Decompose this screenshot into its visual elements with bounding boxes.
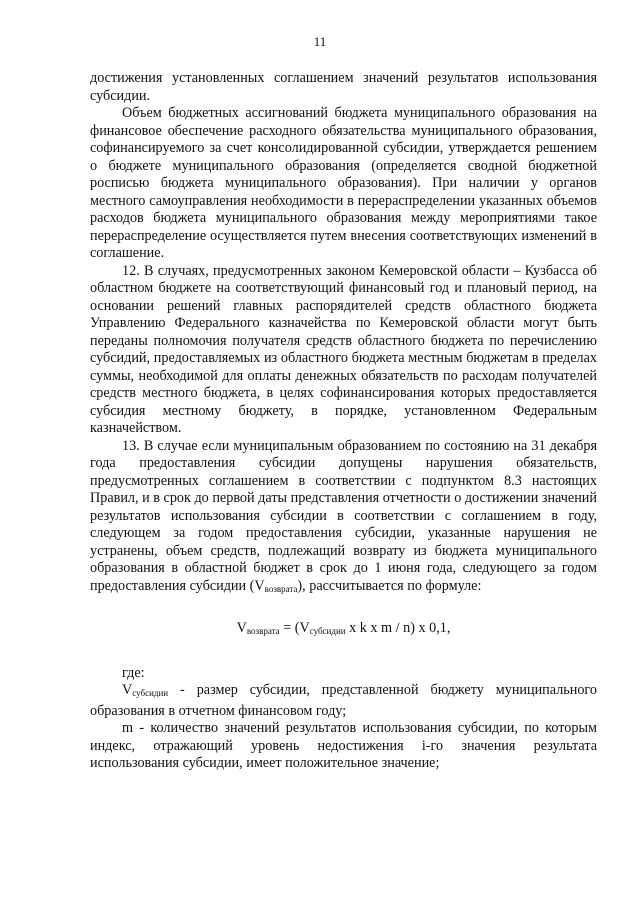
formula-inner-subscript: субсидии bbox=[309, 626, 346, 636]
formula-rest: х k х m / n) х 0,1, bbox=[345, 620, 451, 636]
definition-v-subsidy bbox=[90, 682, 597, 720]
where-label: где: bbox=[122, 664, 145, 681]
paragraph-budget-allocations: Объем бюджетных ассигнований бюджета муниципального образования на финансовое обеспечение расходного обязательства муниципального образования, софинансируемого за счет консолидированной субсидии, утверждается решением о бюджете муниципального образования (определяется сводной бюджетной росписью бюджета муниципального образования). При наличии у органов местного самоуправления необходимости в перераспределении указанных объемов расходов бюджета муниципального образования между мероприятиями такое перераспределение осуществляется путем внесения соответствующих изменений в соглашение. bbox=[90, 105, 597, 261]
paragraph-13-text: 13. В случае если муниципальным образованием по состоянию на 31 декабря года предоставления субсидии допущены нарушения обязательств, предусмотренных соглашением в соответствии с подпунктом 8.3 настоящих Правил, и в срок до первой даты представления отчетности о достижении значений результатов использования субсидии в соответствии с соглашением в году, следующем за годом предоставления субсидии, указанные нарушения не устранены, объем средств, подлежащий возврату из бюджета муниципального образования в областной бюджет в срок до 1 июня года, следующего за годом предоставления субсидии (V bbox=[90, 437, 597, 594]
paragraph-13-subscript: возврата bbox=[264, 583, 298, 594]
formula-v-subscript: возврата bbox=[246, 626, 280, 636]
paragraph-13 bbox=[90, 438, 597, 599]
page-number: 11 bbox=[313, 34, 327, 49]
document-body bbox=[90, 70, 597, 773]
definition-v-text: - размер субсидии, представленной бюджету муниципального образования в отчетном финансовом году; bbox=[90, 682, 597, 719]
paragraph-13-tail: ), рассчитывается по формуле: bbox=[297, 577, 482, 594]
formula-equals: = (V bbox=[279, 620, 310, 636]
paragraph-continuation: достижения установленных соглашением значений результатов использования субсидии. bbox=[90, 70, 597, 104]
formula-v: V bbox=[236, 620, 247, 636]
definition-v-subscript: субсидии bbox=[132, 688, 169, 698]
definition-m: m - количество значений результатов использования субсидии, по которым индекс, отражающий уровень недостижения i-го значения результата использования субсидии, имеет положительное значение; bbox=[90, 720, 597, 771]
paragraph-12: 12. В случаях, предусмотренных законом Кемеровской области – Кузбасса об областном бюджете на соответствующий финансовый год и плановый период, на основании решений главных распорядителей средств областного бюджета Управлению Федерального казначейства по Кемеровской области могут быть переданы полномочия получателя средств областного бюджета по перечислению субсидий, предоставляемых из областного бюджета местным бюджетам в пределах суммы, необходимой для оплаты денежных обязательств по расходам получателей средств местного бюджета, в целях софинансирования которых предоставляется субсидия местному бюджету, в порядке, установленном Федеральным казначейством. bbox=[90, 262, 597, 436]
definition-v-symbol: V bbox=[122, 682, 133, 698]
return-formula bbox=[90, 620, 597, 641]
